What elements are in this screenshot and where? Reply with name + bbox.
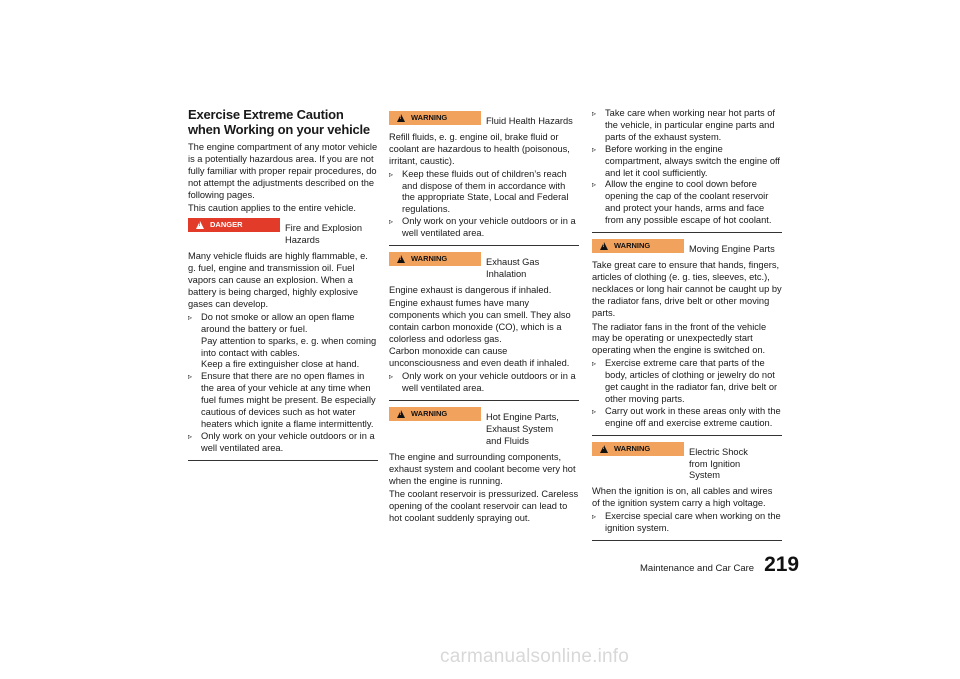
column-3: [592, 108, 782, 547]
instruction-list: [592, 108, 782, 227]
warning-badge: [389, 252, 481, 266]
list-item: ▹ Allow the engine to cool down before opening the cap of the coolant reservoir and protect your hands, arms and face from any possible escape of hot coolant.: [592, 179, 782, 227]
intro-paragraph-2: This caution applies to the entire vehicle.: [188, 202, 356, 213]
warning-triangle-icon: [397, 410, 405, 418]
instruction-list: [389, 169, 579, 240]
warning-block-shock: [592, 442, 782, 483]
section-divider: [592, 435, 782, 436]
hazard-body-2: The radiator fans in the front of the vehicle may be operating or unexpectedly start operating when the engine is switched on.: [592, 321, 767, 356]
hazard-title: Fluid Health Hazards: [486, 116, 573, 126]
danger-block: [188, 218, 378, 247]
list-item: ▹ Carry out work in these areas only with the engine off and exercise extreme caution.: [592, 406, 782, 430]
hazard-body: Engine exhaust is dangerous if inhaled.: [389, 284, 552, 295]
page-number: 219: [764, 553, 800, 576]
warning-triangle-icon: [600, 445, 608, 453]
section-heading: Exercise Extreme Caution when Working on your vehicle: [188, 107, 370, 137]
list-item: ▹ Do not smoke or allow an open flame around the battery or fuel.: [188, 312, 378, 336]
warning-block-fluid: [389, 111, 579, 128]
intro-paragraph: The engine compartment of any motor vehicle is a potentially hazardous area. If you are not fully familiar with proper repair procedures, do not attempt the adjustments described on the following pages.: [188, 142, 378, 200]
badge-label: WARNING: [614, 443, 651, 453]
warning-block-exhaust: [389, 252, 579, 281]
list-item: ▹ Only work on your vehicle outdoors or in a well ventilated area.: [188, 431, 378, 455]
instruction-list: [592, 358, 782, 429]
section-divider: [592, 232, 782, 233]
warning-badge: [592, 239, 684, 253]
section-divider: [188, 460, 378, 461]
hazard-body: Refill fluids, e. g. engine oil, brake fluid or coolant are hazardous to health (poisonous, irritant, caustic).: [389, 131, 570, 166]
list-item: ▹ Take care when working near hot parts of the vehicle, in particular engine parts and parts of the exhaust system.: [592, 108, 782, 144]
footer-section-title: Maintenance and Car Care: [640, 563, 755, 574]
section-divider: [389, 245, 579, 246]
list-item: ▹ Exercise extreme care that parts of the body, articles of clothing or jewelry do not get caught in the radiator fan, drive belt or other moving parts.: [592, 358, 782, 406]
hazard-body: When the ignition is on, all cables and wires of the ignition system carry a high voltage.: [592, 486, 773, 509]
column-2: [389, 108, 579, 526]
badge-label: WARNING: [614, 241, 651, 251]
warning-triangle-icon: [397, 114, 405, 122]
warning-block-moving: [592, 239, 782, 256]
list-item-continued: Keep a fire extinguisher close at hand.: [201, 359, 360, 370]
hazard-body: Many vehicle fluids are highly flammable, e. g. fuel, engine and transmission oil. Fuel vapors can cause an explosion. When a battery is being charged, highly explosive gases can develop.: [188, 251, 368, 309]
badge-label: WARNING: [411, 254, 448, 264]
hazard-body-3: Carbon monoxide can cause unconsciousness and even death if inhaled.: [389, 346, 570, 369]
section-divider: [592, 540, 782, 541]
hazard-title: Hot Engine Parts, Exhaust System and Fluids: [486, 412, 559, 446]
warning-triangle-icon: [397, 255, 405, 263]
hazard-title: Exhaust Gas Inhalation: [486, 257, 540, 279]
warning-badge: [389, 111, 481, 125]
instruction-list: [188, 312, 378, 455]
danger-badge: [188, 218, 280, 232]
warning-triangle-icon: [196, 221, 204, 229]
hazard-body-2: Engine exhaust fumes have many components which you can smell. They also contain carbon monoxide (CO), which is a colorless and odorless gas.: [389, 297, 571, 344]
instruction-list: [389, 371, 579, 395]
warning-triangle-icon: [600, 242, 608, 250]
hazard-body-2: The coolant reservoir is pressurized. Careless opening of the coolant reservoir can lead to hot coolant suddenly spraying out.: [389, 489, 579, 524]
hazard-title: Moving Engine Parts: [689, 244, 775, 255]
page-footer: [640, 553, 799, 577]
warning-badge: [389, 407, 481, 421]
column-1: [188, 108, 378, 467]
list-item: ▹ Ensure that there are no open flames in the area of your vehicle at any time when fuel fumes might be present. Be especially cautious of devices such as hot water heaters which ignite a flame intermittently.: [188, 371, 378, 431]
hazard-body: Take great care to ensure that hands, fingers, articles of clothing (e. g. ties, sleeves, etc.), necklaces or long hair cannot be caught up by the radiator fans, drive belt or other moving parts.: [592, 259, 782, 318]
list-item-continued: Pay attention to sparks, e. g. when coming into contact with cables.: [201, 335, 377, 358]
hazard-title: Electric Shock from Ignition System: [689, 446, 748, 481]
badge-label: WARNING: [411, 409, 448, 419]
badge-label: WARNING: [411, 113, 448, 122]
section-divider: [389, 400, 579, 401]
badge-label: DANGER: [210, 220, 243, 230]
list-item: ▹ Only work on your vehicle outdoors or in a well ventilated area.: [389, 216, 579, 240]
list-item: ▹ Keep these fluids out of children’s reach and dispose of them in accordance with the appropriate State, Local and Federal regulations.: [389, 169, 579, 217]
watermark: carmanualsonline.info: [440, 646, 630, 667]
list-item: ▹ Exercise special care when working on the ignition system.: [592, 511, 782, 535]
list-item: ▹ Only work on your vehicle outdoors or in a well ventilated area.: [389, 371, 579, 395]
hazard-title: Fire and Explosion Hazards: [285, 223, 362, 246]
warning-badge: [592, 442, 684, 456]
instruction-list: [592, 511, 782, 535]
hazard-body: The engine and surrounding components, exhaust system and coolant become very hot when the engine is running.: [389, 451, 576, 486]
list-item: ▹ Before working in the engine compartment, always switch the engine off and let it cool sufficiently.: [592, 144, 782, 180]
warning-block-hot: [389, 407, 579, 448]
